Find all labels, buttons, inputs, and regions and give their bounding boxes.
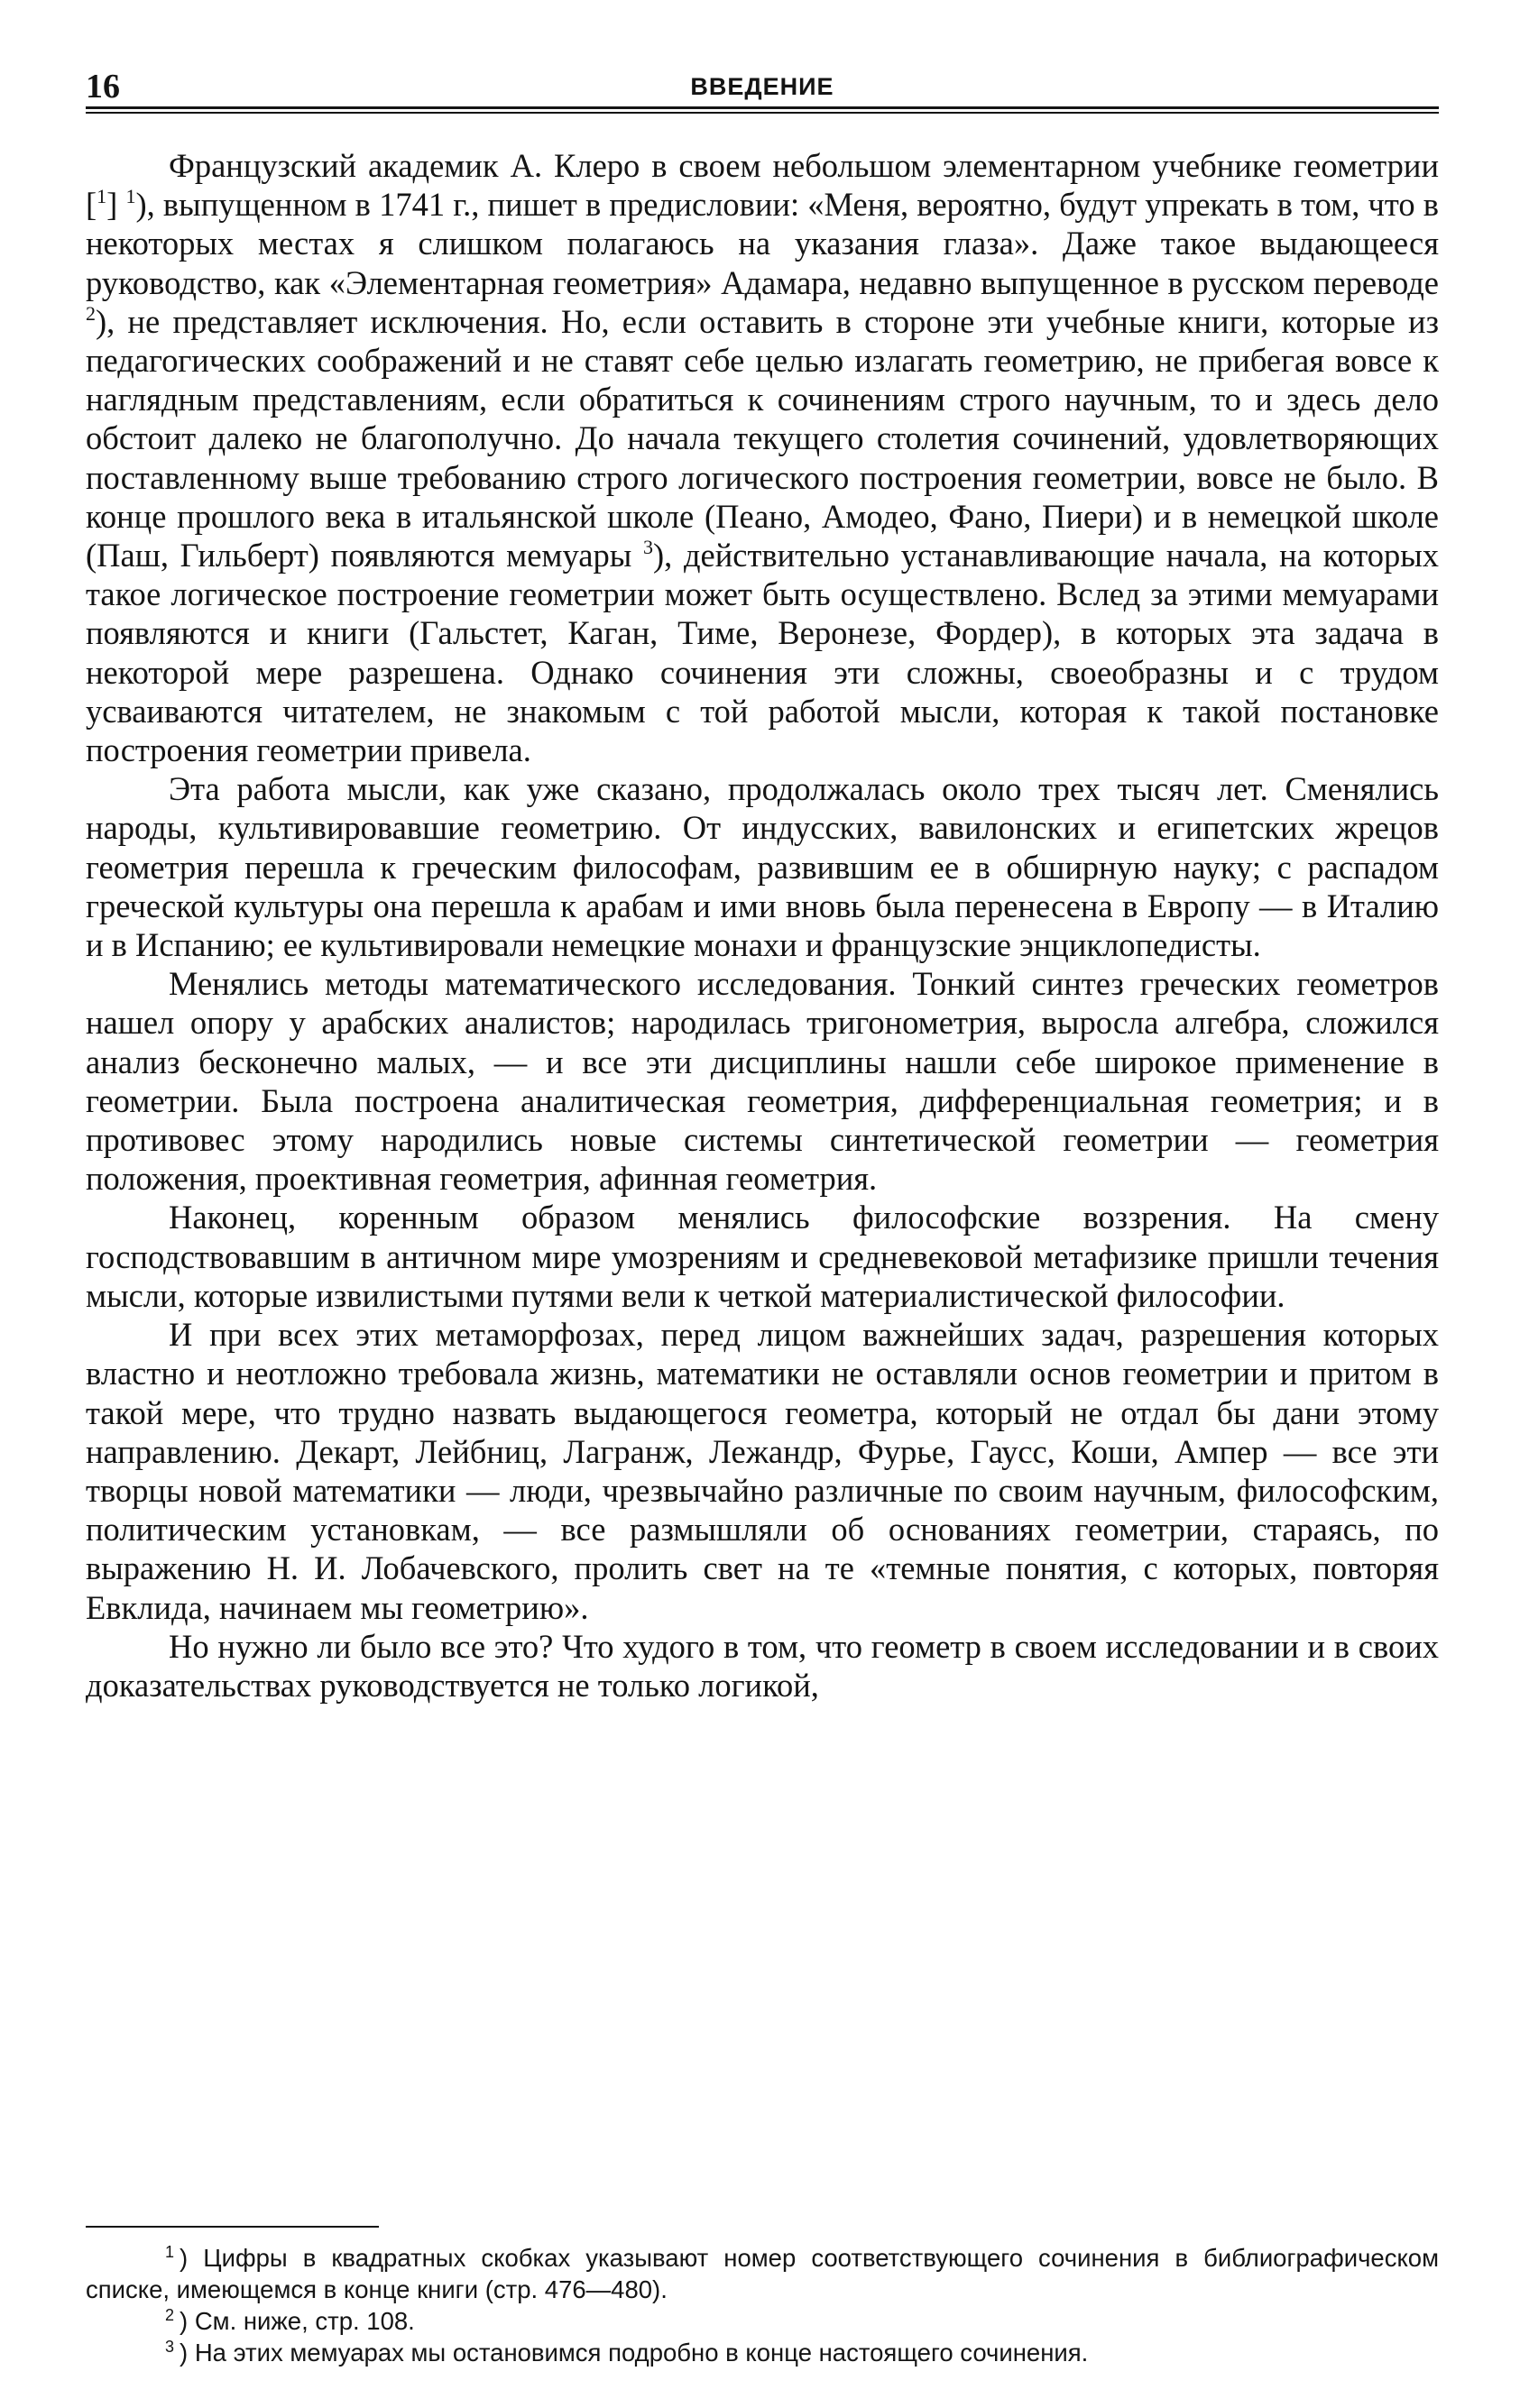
paragraph-text: ), действительно устанавливающие начала, на которых такое логическое построение геометрии может быть осуществлено. Вслед за этими мемуарами появляются и книги (Гальстет, Каган, Тиме, Веронезе, Фордер), в которых эта задача в некоторой мере разрешена. Однако сочинения эти сложны, своеобразны и с трудом усваиваются читателем, не знакомым с той работой мысли, которая к такой постановке построения геометрии привела. (86, 537, 1439, 769)
header-double-rule (86, 106, 1439, 114)
paragraph-text: И при всех этих метаморфозах, перед лицом важнейших задач, разрешения которых властно и неотложно требовала жизнь, математики не оставляли основ геометрии и притом в такой мере, что трудно назвать выдающегося геометра, который не отдал бы дани этому направлению. Декарт, Лейбниц, Лагранж, Лежандр, Фурье, Гаусс, Коши, Ампер — все эти творцы новой математики — люди, чрезвычайно различные по своим научным, философским, политическим установкам, — все размышляли об основаниях геометрии, стараясь, по выражению Н. И. Лобачевского, пролить свет на те «темные понятия, с которых, повторяя Евклида, начинаем мы геометрию». (86, 1316, 1439, 1626)
paragraph-text: Эта работа мысли, как уже сказано, продолжалась около трех тысяч лет. Сменялись народы, культивировавшие геометрию. От индусских, вавилонских и египетских жрецов геометрия перешла к греческим философам, развившим ее в обширную науку; с распадом греческой культуры она перешла к арабам и ими вновь была перенесена в Европу — в Италию и в Испанию; ее культивировали немецкие монахи и французские энциклопедисты. (86, 770, 1439, 964)
body-paragraph (86, 1627, 1439, 1705)
footnote-number: 1 (165, 2243, 175, 2261)
body-paragraph (86, 146, 1439, 769)
footnote-number: 2 (165, 2306, 175, 2324)
footnote-text: ) На этих мемуарах мы остановимся подробно в конце настоящего сочинения. (180, 2339, 1089, 2367)
paragraph-text: Менялись методы математического исследования. Тонкий синтез греческих геометров нашел опору у арабских аналистов; народилась тригонометрия, выросла алгебра, сложился анализ бесконечно малых, — и все эти дисциплины нашли себе широкое применение в геометрии. Была построена аналитическая геометрия, дифференциальная геометрия; и в противовес этому народились новые системы синтетической геометрии — геометрия положения, проективная геометрия, афинная геометрия. (86, 965, 1439, 1198)
footnote-number: 3 (165, 2338, 175, 2356)
paragraph-text: Наконец, коренным образом менялись философские воззрения. На смену господствовавшим в античном мире умозрениям и средневековой метафизике пришли течения мысли, которые извилистыми путями вели к четкой материалистической философии. (86, 1199, 1439, 1314)
main-text (86, 146, 1439, 1705)
body-paragraph (86, 964, 1439, 1198)
paragraph-text: Французский академик А. Клеро в своем небольшом элементарном учебнике геометрии [ (86, 147, 1439, 224)
footnote (86, 2242, 1439, 2305)
footnote-text: ) Цифры в квадратных скобках указывают номер соответствующего сочинения в библиографическом списке, имеющемся в конце книги (стр. 476—480). (86, 2244, 1439, 2303)
running-title: ВВЕДЕНИЕ (690, 73, 834, 100)
footnote-text: ) См. ниже, стр. 108. (180, 2307, 415, 2335)
footnote (86, 2337, 1439, 2368)
page-number: 16 (86, 68, 120, 106)
footnote-reference: 3 (642, 536, 653, 559)
footnote-reference: 1 (97, 185, 107, 208)
paragraph-text: ), не представляет исключения. Но, если оставить в стороне эти учебные книги, которые из педагогических соображений и не ставят себе целью излагать геометрию, не прибегая вовсе к наглядным представлениям, если обратиться к сочинениям строго научным, то и здесь дело обстоит далеко не благополучно. До начала текущего столетия сочинений, удовлетворяющих поставленному выше требованию строго логического построения геометрии, вовсе не было. В конце прошлого века в итальянской школе (Пеано, Амодео, Фано, Пиери) и в немецкой школе (Паш, Гильберт) появляются мемуары (86, 302, 1439, 574)
footnote-reference: 1 (125, 185, 136, 208)
paragraph-text: Но нужно ли было все это? Что худого в том, что геометр в своем исследовании и в своих доказательствах руководствуется не только логикой, (86, 1627, 1439, 1704)
body-paragraph (86, 1198, 1439, 1315)
paragraph-text: ] (106, 186, 126, 224)
footnote-separator (86, 2226, 379, 2228)
page-header (86, 65, 1439, 108)
body-paragraph (86, 1315, 1439, 1627)
footnote (86, 2305, 1439, 2337)
paragraph-text: ), выпущенном в 1741 г., пишет в предисловии: «Меня, вероятно, будут упрекать в том, что в некоторых местах я слишком полагаюсь на указания глаза». Даже такое выдающееся руководство, как «Элементарная геометрия» Адамара, недавно выпущенное в русском переводе (86, 186, 1439, 301)
footnote-reference: 2 (86, 301, 96, 325)
footnotes (86, 2242, 1439, 2368)
body-paragraph (86, 769, 1439, 964)
